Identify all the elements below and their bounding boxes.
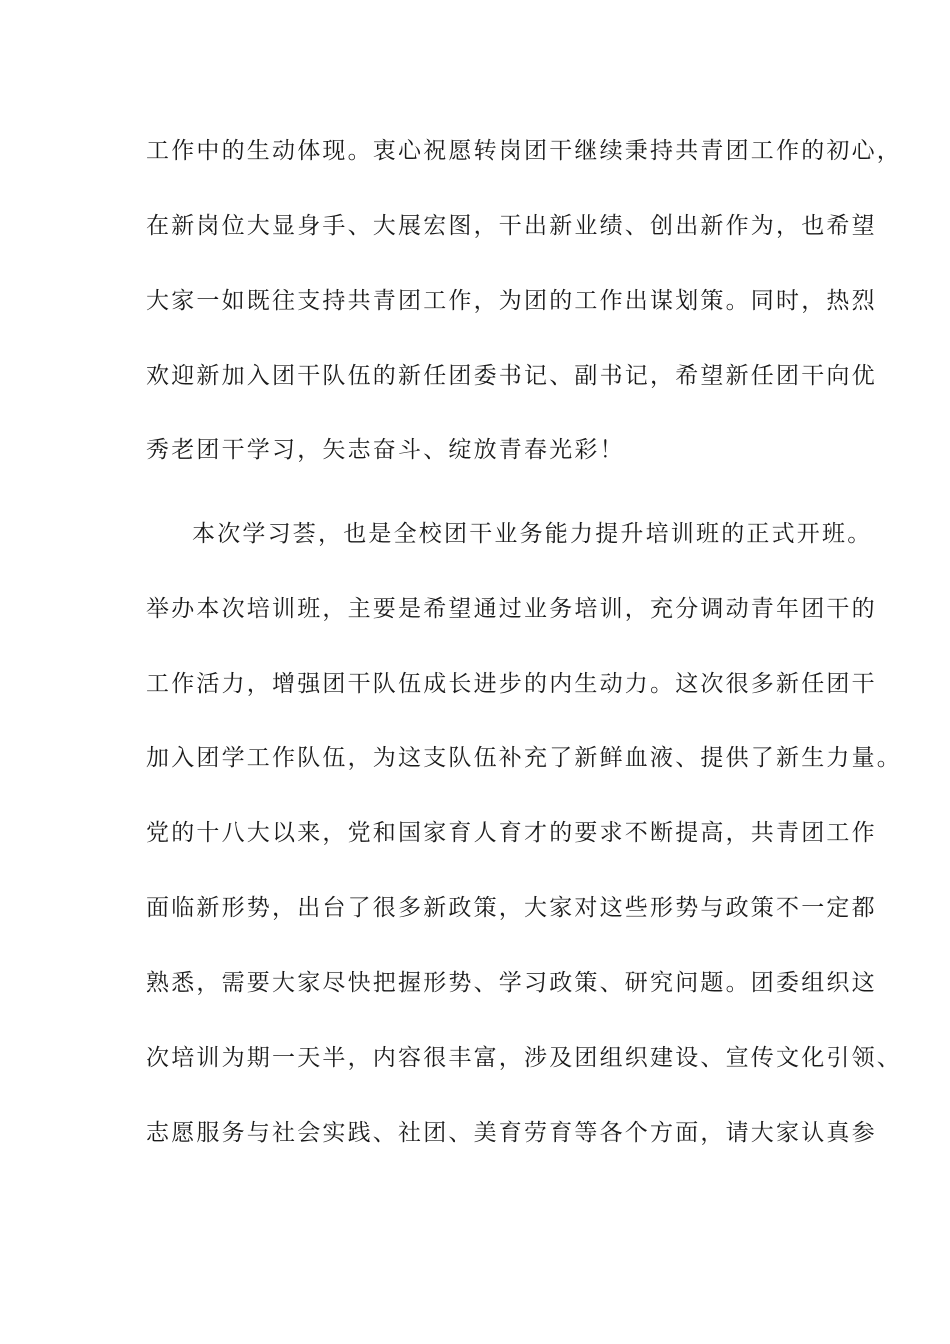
- paragraph-line-12: 熟悉，需要大家尽快把握形势、学习政策、研究问题。团委组织这: [146, 970, 877, 996]
- paragraph-line-11: 面临新形势，出台了很多新政策，大家对这些形势与政策不一定都: [146, 895, 877, 921]
- paragraph-line-3: 大家一如既往支持共青团工作，为团的工作出谋划策。同时，热烈: [146, 288, 877, 314]
- paragraph-line-10: 党的十八大以来，党和国家育人育才的要求不断提高，共青团工作: [146, 820, 877, 846]
- paragraph-line-9: 加入团学工作队伍，为这支队伍补充了新鲜血液、提供了新生力量。: [146, 745, 902, 771]
- paragraph-line-8: 工作活力，增强团干队伍成长进步的内生动力。这次很多新任团干: [146, 671, 877, 697]
- paragraph-line-7: 举办本次培训班，主要是希望通过业务培训，充分调动青年团干的: [146, 596, 877, 622]
- paragraph-line-1: 工作中的生动体现。衷心祝愿转岗团干继续秉持共青团工作的初心，: [146, 138, 902, 164]
- paragraph-line-13: 次培训为期一天半，内容很丰富，涉及团组织建设、宣传文化引领、: [146, 1045, 902, 1071]
- paragraph-line-6: 本次学习荟，也是全校团干业务能力提升培训班的正式开班。: [192, 521, 873, 547]
- paragraph-line-5: 秀老团干学习，矢志奋斗、绽放青春光彩！: [146, 437, 625, 463]
- paragraph-line-14: 志愿服务与社会实践、社团、美育劳育等各个方面，请大家认真参: [146, 1120, 877, 1146]
- paragraph-line-2: 在新岗位大显身手、大展宏图，干出新业绩、创出新作为，也希望: [146, 213, 877, 239]
- paragraph-line-4: 欢迎新加入团干队伍的新任团委书记、副书记，希望新任团干向优: [146, 363, 877, 389]
